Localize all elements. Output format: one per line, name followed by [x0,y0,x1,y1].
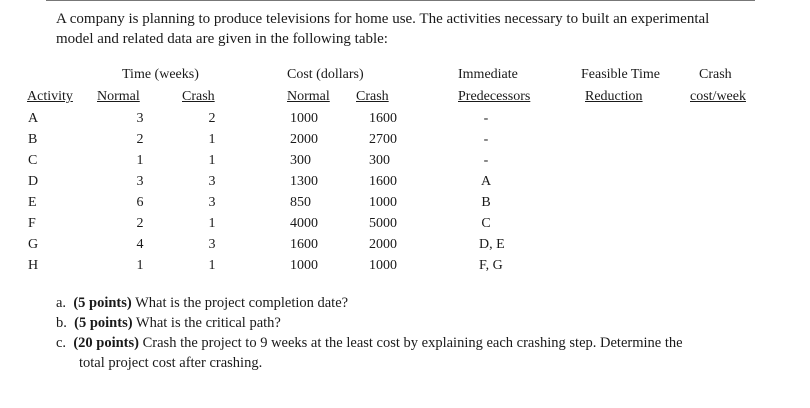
question-letter: a. [56,295,67,311]
normal-time-header: Normal [97,89,140,104]
crash-cost-cell: 5000 [369,216,397,231]
question-text: Crash the project to 9 weeks at the least cost by explaining each crashing step. Determine the [138,335,683,351]
reduction-header: Reduction [585,89,643,104]
normal-time-cell: 4 [136,237,144,252]
crash-time-cell: 2 [208,111,216,126]
question-letter: c. [56,335,67,351]
intro-line-2: model and related data are given in the following table: [56,31,388,47]
question-a [56,294,348,313]
question-points: (20 points) [73,335,139,351]
crash-cost-cell: 1000 [369,195,397,210]
activity-cell: E [28,195,37,210]
activity-cell: B [28,132,38,147]
predecessor-cell: D, E [479,237,505,252]
crash-cost-cell: 300 [369,153,390,168]
activity-header: Activity [27,89,73,104]
feasible-time-header: Feasible Time [581,67,660,82]
predecessor-cell: C [481,216,491,231]
question-text: What is the project completion date? [131,295,349,311]
question-points: (5 points) [74,315,133,331]
activity-cell: H [28,258,39,273]
normal-time-cell: 6 [136,195,144,210]
predecessor-cell: F, G [479,258,503,273]
crash-cost-cell: 2000 [369,237,397,252]
crash-time-cell: 3 [208,174,216,189]
normal-cost-cell: 850 [290,195,311,210]
activity-cell: D [28,174,39,189]
question-letter: b. [56,315,67,331]
activity-cell: F [28,216,36,231]
activity-cell: A [28,111,39,126]
crash-cost-cell: 1600 [369,174,397,189]
predecessor-cell: B [481,195,491,210]
predecessor-cell: - [483,132,489,147]
normal-cost-cell: 1000 [290,111,318,126]
crash-time-cell: 1 [208,258,216,273]
normal-time-cell: 3 [136,111,144,126]
intro-line-1: A company is planning to produce televisions for home use. The activities necessary to built an experimental [56,11,710,27]
question-b [56,314,281,333]
crash-cost-cell: 1600 [369,111,397,126]
normal-time-cell: 1 [136,153,144,168]
normal-cost-cell: 300 [290,153,311,168]
question-points: (5 points) [73,295,132,311]
crash-time-cell: 3 [208,195,216,210]
crash-cost-cell: 2700 [369,132,397,147]
crash-cost-cell: 1000 [369,258,397,273]
crash-cost-header-top: Crash [699,67,732,82]
activity-cell: G [28,237,39,252]
normal-cost-header: Normal [287,89,330,104]
top-rule [46,0,755,1]
crash-time-cell: 1 [208,153,216,168]
normal-cost-cell: 1000 [290,258,318,273]
normal-cost-cell: 4000 [290,216,318,231]
activity-cell: C [28,153,38,168]
normal-cost-cell: 1600 [290,237,318,252]
normal-time-cell: 1 [136,258,144,273]
cost-per-week-header: cost/week [690,89,746,104]
problem-intro [56,9,776,49]
crash-time-cell: 1 [208,216,216,231]
question-text: What is the critical path? [132,315,281,331]
predecessor-cell: A [480,174,492,189]
question-c-continuation: total project cost after crashing. [79,355,263,371]
immediate-header: Immediate [458,67,518,82]
crash-time-cell: 1 [208,132,216,147]
normal-cost-cell: 2000 [290,132,318,147]
normal-time-cell: 2 [136,216,144,231]
cost-group-header: Cost (dollars) [287,67,364,82]
normal-time-cell: 3 [136,174,144,189]
predecessors-header: Predecessors [458,89,531,104]
time-group-header: Time (weeks) [122,67,199,82]
crash-time-header: Crash [182,89,215,104]
crash-time-cell: 3 [208,237,216,252]
predecessor-cell: - [483,153,489,168]
crash-cost-header: Crash [356,89,389,104]
predecessor-cell: - [483,111,489,126]
normal-time-cell: 2 [136,132,144,147]
question-c [56,334,683,353]
normal-cost-cell: 1300 [290,174,318,189]
